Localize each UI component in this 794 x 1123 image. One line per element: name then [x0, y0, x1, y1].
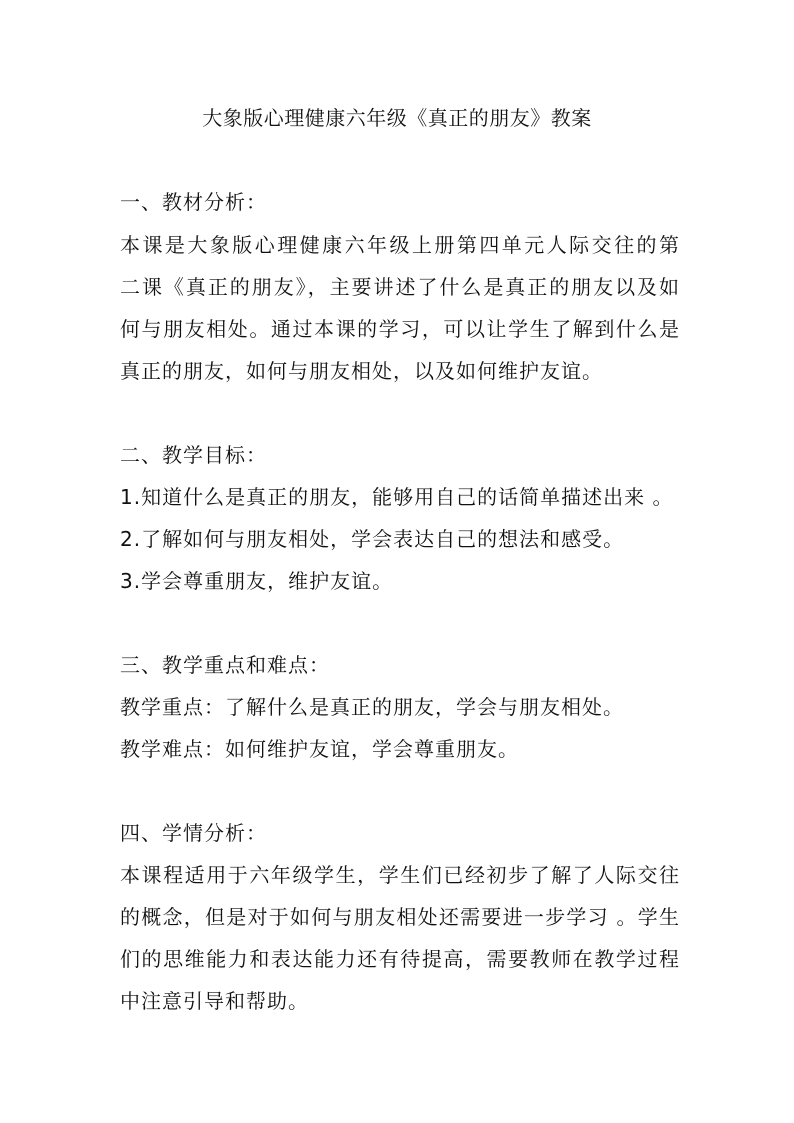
key-point-line: 教学重点：了解什么是真正的朋友，学会与朋友相处。: [120, 695, 624, 719]
paragraph-line: 何与朋友相处。通过本课的学习，可以让学生了解到什么是: [120, 317, 680, 341]
goal-item: 3.学会尊重朋友，维护友谊。: [120, 569, 394, 593]
paragraph-line: 的概念，但是对于如何与朋友相处还需要进一步学习 。学生: [120, 905, 680, 929]
goal-item: 2.了解如何与朋友相处，学会表达自己的想法和感受。: [120, 527, 625, 551]
paragraph-line: 中注意引导和帮助。: [120, 989, 309, 1013]
paragraph-line: 本课是大象版心理健康六年级上册第四单元人际交往的第: [120, 233, 680, 257]
difficulty-line: 教学难点：如何维护友谊，学会尊重朋友。: [120, 737, 519, 761]
paragraph-line: 二课《真正的朋友》，主要讲述了什么是真正的朋友以及如: [120, 275, 680, 299]
paragraph-line: 们的思维能力和表达能力还有待提高，需要教师在教学过程: [120, 947, 680, 971]
section-heading: 一、教材分析：: [120, 190, 267, 214]
paragraph-line: 本课程适用于六年级学生，学生们已经初步了解了人际交往: [120, 863, 680, 887]
section-heading: 四、学情分析：: [120, 821, 267, 845]
goal-item: 1.知道什么是真正的朋友，能够用自己的话简单描述出来 。: [120, 485, 674, 509]
section-heading: 三、教学重点和难点：: [120, 653, 330, 677]
paragraph-line: 真正的朋友，如何与朋友相处，以及如何维护友谊。: [120, 359, 603, 383]
document-title: 大象版心理健康六年级《真正的朋友》教案: [202, 106, 592, 130]
section-heading: 二、教学目标：: [120, 443, 267, 467]
